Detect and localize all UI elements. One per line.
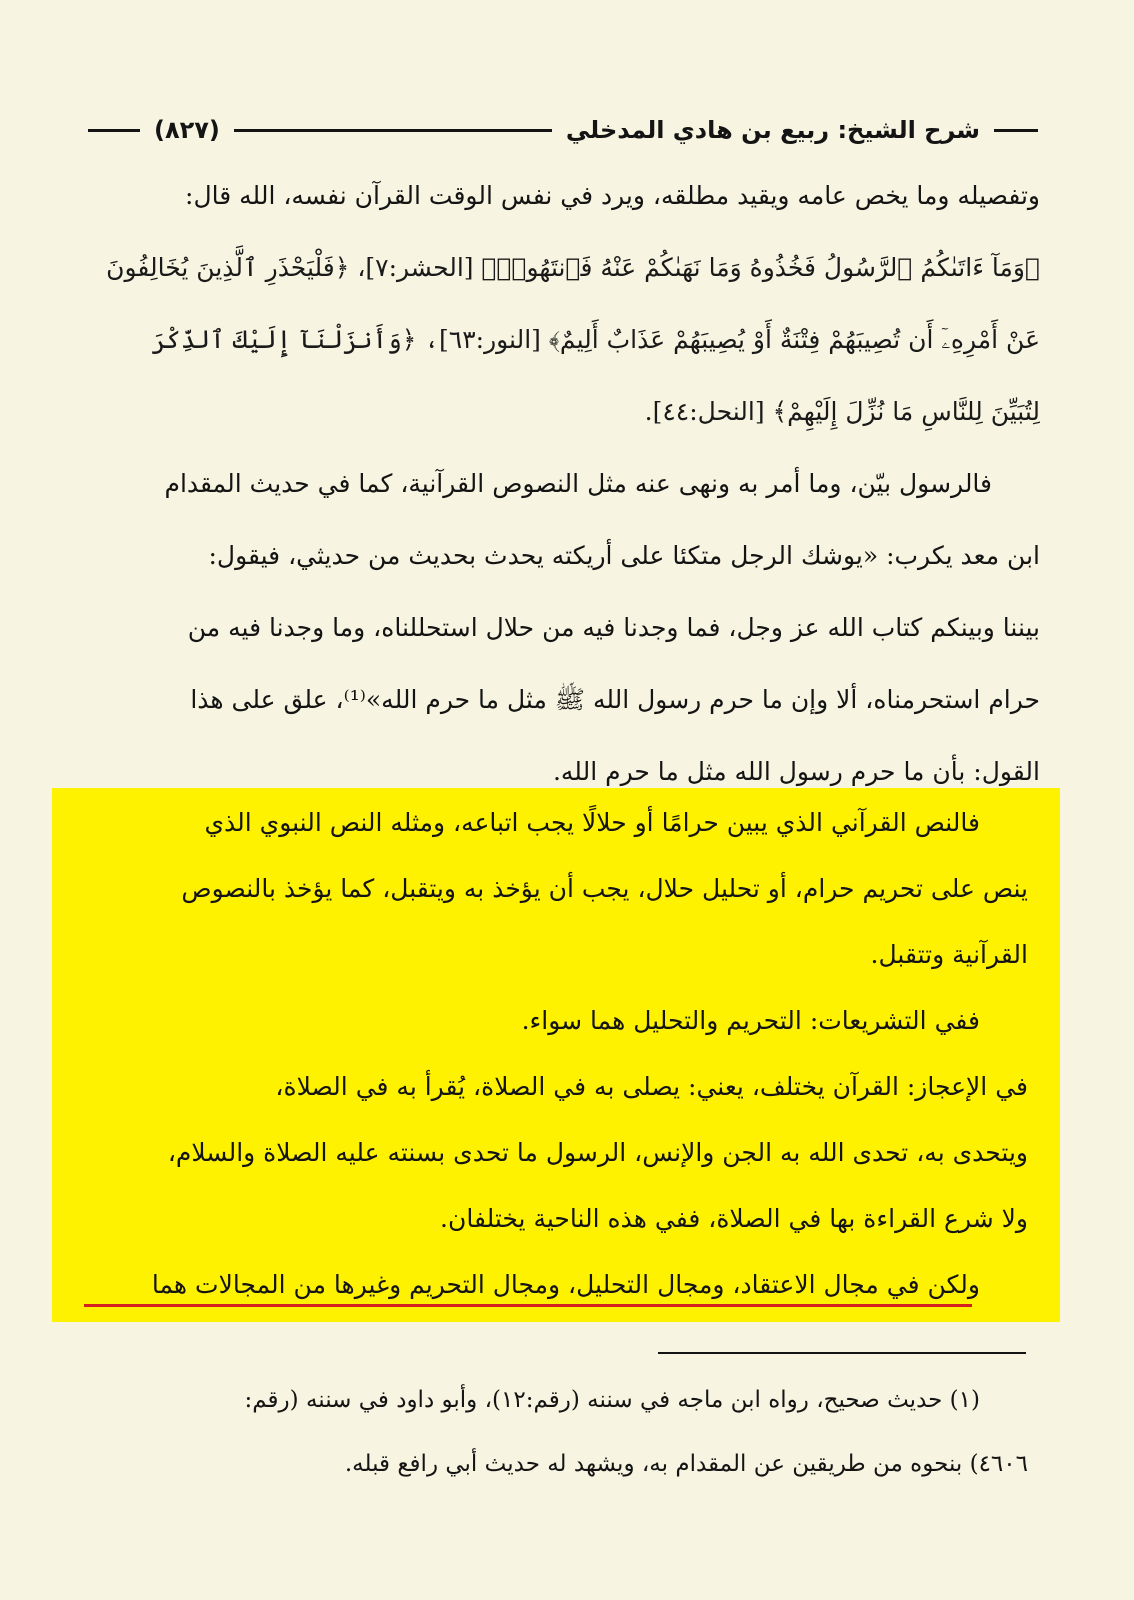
body-text — [80, 160, 1040, 808]
highlight-line: ويتحدى به، تحدى الله به الجن والإنس، الرسول ما تحدى بسنته عليه الصلاة والسلام، — [167, 1138, 1028, 1167]
highlighted-text — [84, 790, 1028, 1318]
highlight-line: القرآنية وتتقبل. — [870, 940, 1028, 969]
footnote-line: ٤٦٠٦) بنحوه من طريقين عن المقدام به، ويشهد له حديث أبي رافع قبله. — [344, 1451, 1028, 1477]
highlight-line: في الإعجاز: القرآن يختلف، يعني: يصلى به في الصلاة، يُقرأ به في الصلاة، — [275, 1072, 1028, 1101]
red-underline — [84, 1304, 972, 1307]
body-line: وتفصيله وما يخص عامه ويقيد مطلقه، ويرد في نفس الوقت القرآن نفسه، الله قال: — [185, 181, 1040, 210]
highlight-line: ينص على تحريم حرام، أو تحليل حلال، يجب أن يؤخذ به ويتقبل، كما يؤخذ بالنصوص — [181, 874, 1028, 903]
body-line: القول: بأن ما حرم رسول الله مثل ما حرم الله. — [552, 757, 1040, 786]
body-line: فالرسول بيّن، وما أمر به ونهى عنه مثل النصوص القرآنية، كما في حديث المقدام — [164, 469, 992, 498]
highlight-line: ولا شرع القراءة بها في الصلاة، ففي هذه الناحية يختلفان. — [440, 1204, 1028, 1233]
body-line: بيننا وبينكم كتاب الله عز وجل، فما وجدنا فيه من حلال استحللناه، وما وجدنا فيه من — [187, 613, 1040, 642]
body-line: حرام استحرمناه، ألا وإن ما حرم رسول الله ﷺ مثل ما حرم الله»⁽¹⁾، علق على هذا — [190, 685, 1040, 714]
highlight-line: ففي التشريعات: التحريم والتحليل هما سواء. — [521, 1006, 980, 1035]
highlight-line: ولكن في مجال الاعتقاد، ومجال التحليل، ومجال التحريم وغيرها من المجالات هما — [151, 1270, 980, 1299]
footnote-line: (١) حديث صحيح، رواه ابن ماجه في سننه (رقم:١٢)، وأبو داود في سننه (رقم: — [244, 1387, 980, 1413]
header-rule-left — [88, 129, 140, 132]
body-line: ابن معد يكرب: «يوشك الرجل متكئا على أريكته يحدث بحديث من حديثي، فيقول: — [208, 541, 1040, 570]
header-rule-middle — [234, 129, 552, 132]
footnote-separator — [658, 1352, 1026, 1354]
quran-verse-line: ﴿وَمَآ ءَاتَىٰكُمُ ٱلرَّسُولُ فَخُذُوهُ وَمَا نَهَىٰكُمْ عَنْهُ فَٱنتَهُوا۟﴾ [الحشر:٧]، ﴿فَلْيَحْذَرِ ٱلَّذِينَ يُخَالِفُونَ — [106, 253, 1040, 282]
running-header — [88, 110, 1038, 150]
highlight-line: فالنص القرآني الذي يبين حرامًا أو حلالًا يجب اتباعه، ومثله النص النبوي الذي — [204, 808, 980, 837]
header-rule-right — [994, 129, 1038, 132]
quran-verse-line: لِتُبَيِّنَ لِلنَّاسِ مَا نُزِّلَ إِلَيْهِمْ﴾ [النحل:٤٤]. — [644, 397, 1040, 426]
header-title: شرح الشيخ: ربيع بن هادي المدخلي — [565, 116, 980, 144]
quran-verse-line: عَنْ أَمْرِهِۦٓ أَن تُصِيبَهُمْ فِتْنَةٌ أَوْ يُصِيبَهُمْ عَذَابٌ أَلِيمٌ﴾ [النور:٦٣]، ﴿وَأَنزَلْنَآ إِلَيْكَ ٱلذِّكْرَ — [151, 325, 1040, 354]
page-number: (٨٢٧) — [154, 116, 220, 144]
footnotes — [84, 1368, 1028, 1496]
